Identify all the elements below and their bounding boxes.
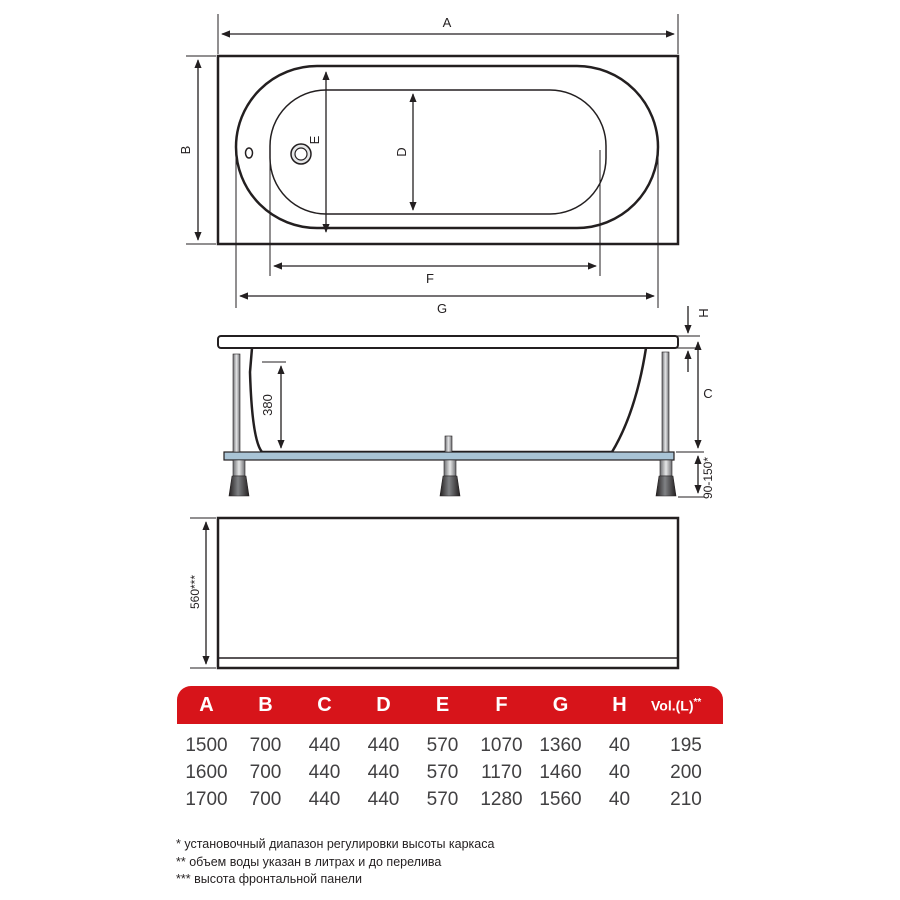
- table-cell: 1280: [480, 788, 523, 810]
- table-cell: 440: [367, 734, 400, 756]
- header-cell-d: D: [376, 693, 391, 716]
- footnotes: [176, 836, 494, 889]
- header-cell-c: C: [317, 693, 332, 716]
- table-cell: 570: [426, 788, 459, 810]
- table-cell: 440: [308, 734, 341, 756]
- table-cell: 40: [608, 788, 631, 810]
- table-cell: 1170: [481, 761, 522, 783]
- frame-leg-right: [662, 352, 669, 452]
- header-cell-a: A: [199, 693, 214, 716]
- table-cell: 1460: [539, 761, 582, 783]
- header-cell-volume: [649, 697, 723, 714]
- table-cell: 1070: [480, 734, 523, 756]
- dim-c-label: C: [703, 386, 713, 401]
- footnote-frame-range: * установочный диапазон регулировки высоты каркаса: [176, 837, 495, 851]
- header-cell-h: H: [612, 693, 627, 716]
- dim-380-label: 380: [260, 394, 275, 416]
- side-frame-bar: [224, 452, 674, 460]
- table-cell: 195: [670, 734, 702, 756]
- table-cell: 1560: [539, 788, 582, 810]
- table-cell: 40: [608, 761, 631, 783]
- drain-icon: [291, 144, 311, 164]
- front-panel: [218, 518, 678, 668]
- side-rim: [218, 336, 678, 348]
- dim-leg-range-label: 90-150*: [701, 456, 715, 500]
- dim-d-label: D: [394, 147, 409, 157]
- table-cell: 40: [608, 734, 631, 756]
- dim-e-label: E: [307, 135, 322, 145]
- volume-header-text: Vol.(L): [651, 697, 694, 714]
- header-cell-b: B: [258, 693, 273, 716]
- table-cell: 700: [249, 761, 282, 783]
- table-cell: 440: [367, 788, 400, 810]
- foot-left: [229, 460, 249, 496]
- table-row: [177, 786, 723, 813]
- table-row: [177, 759, 723, 786]
- dim-f-label: F: [426, 271, 434, 286]
- dimensions-table: [177, 686, 723, 813]
- header-cell-e: E: [435, 693, 450, 716]
- dim-panel-label: 560***: [188, 574, 202, 610]
- table-cell: 1500: [185, 734, 228, 756]
- dim-g-label: G: [436, 301, 448, 316]
- dim-b-label: B: [178, 145, 193, 155]
- footnote-panel-height: *** высота фронтальной панели: [176, 872, 362, 886]
- side-view: [218, 336, 678, 496]
- dim-h-label: H: [696, 308, 711, 318]
- table-cell: 700: [249, 788, 282, 810]
- table-cell: 440: [308, 761, 341, 783]
- table-cell: 1700: [185, 788, 228, 810]
- table-cell: 570: [426, 734, 459, 756]
- header-cell-f: F: [495, 693, 508, 716]
- table-header: [177, 686, 723, 724]
- foot-right: [656, 460, 676, 496]
- table-cell: 570: [426, 761, 459, 783]
- table-cell: 440: [308, 788, 341, 810]
- top-view: [186, 14, 678, 308]
- table-cell: 700: [249, 734, 282, 756]
- frame-leg-left: [233, 354, 240, 452]
- tub-outer-rim: [218, 56, 678, 244]
- footnote-water-volume: ** объем воды указан в литрах и до перелива: [176, 854, 442, 869]
- table-cell: 440: [367, 761, 400, 783]
- volume-header-marker: **: [693, 696, 702, 708]
- table-row: [177, 732, 723, 759]
- table-cell: 200: [670, 761, 702, 783]
- dim-a-label: A: [442, 15, 452, 30]
- header-cell-g: G: [552, 693, 569, 716]
- table-cell: 1600: [185, 761, 228, 783]
- foot-center: [440, 436, 460, 496]
- table-cell: 210: [670, 788, 702, 810]
- table-cell: 1360: [539, 734, 582, 756]
